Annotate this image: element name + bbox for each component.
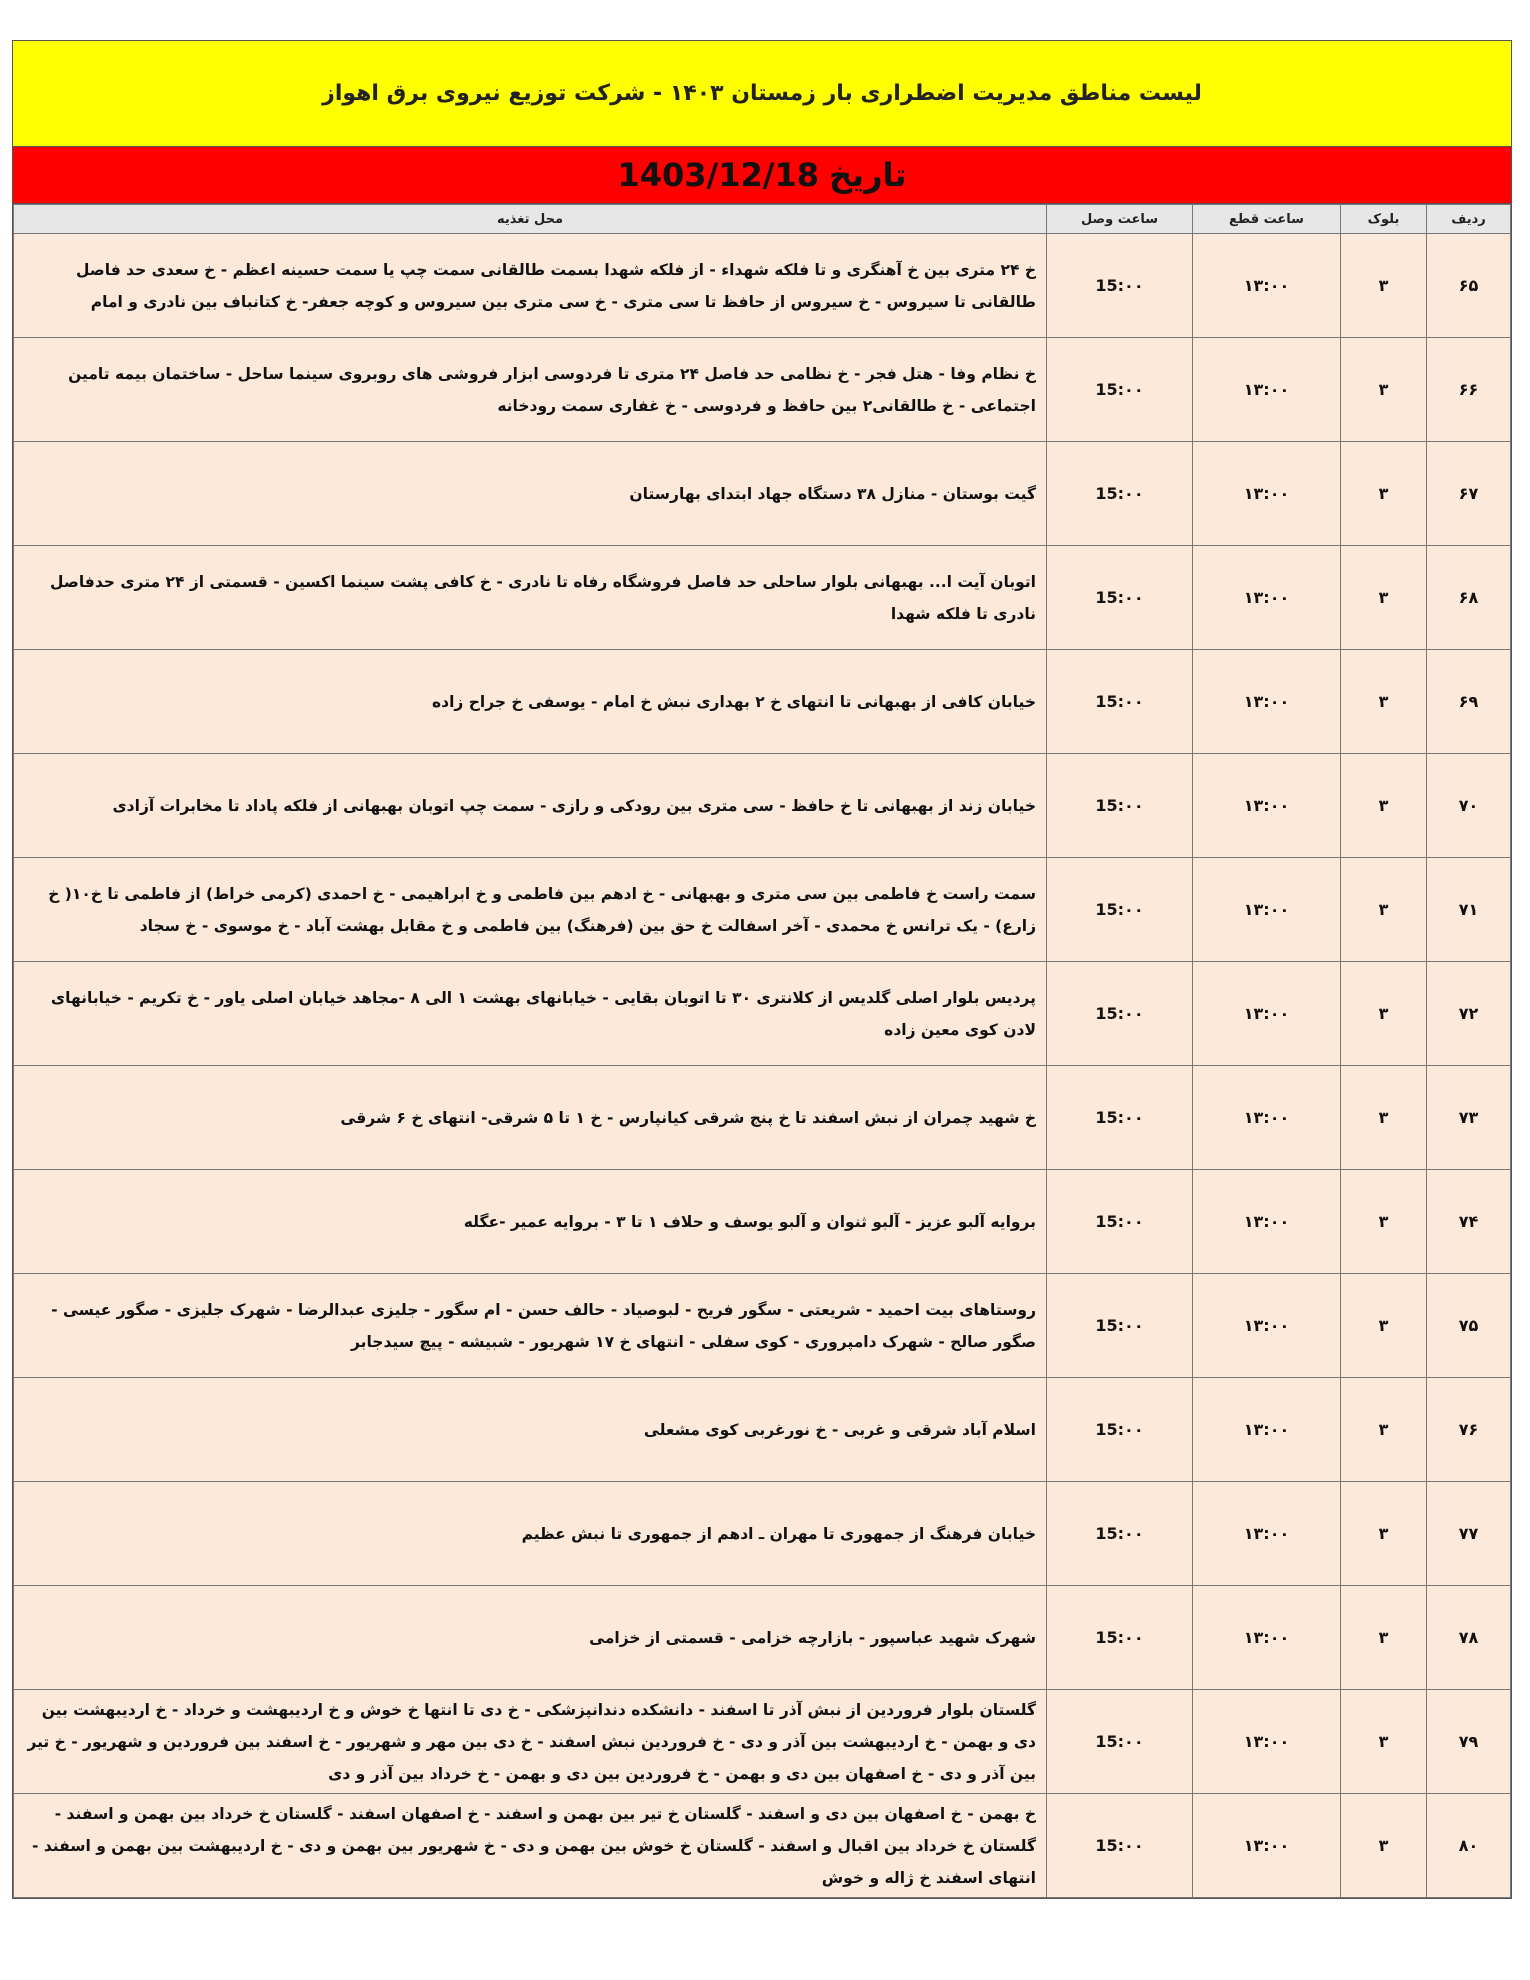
table-row xyxy=(14,234,1511,338)
block-cell: ۳ xyxy=(1341,1170,1427,1274)
row-number-cell: ۷۰ xyxy=(1427,754,1511,858)
connect-time-cell: 15:۰۰ xyxy=(1047,1274,1193,1378)
location-cell: بروایه آلبو عزیز - آلبو ثنوان و آلبو یوسف و حلاف ۱ تا ۳ - بروایه عمیر -عگله xyxy=(14,1170,1047,1274)
date-label: تاریخ xyxy=(828,156,907,194)
table-row xyxy=(14,1066,1511,1170)
table-row xyxy=(14,546,1511,650)
date-banner xyxy=(13,147,1511,204)
location-cell: خ نظام وفا - هتل فجر - خ نظامی حد فاصل ۲۴ متری تا فردوسی ابزار فروشی های روبروی سینما ساحل - ساختمان بیمه تامین اجتماعی - خ طالقانی۲ بین حافظ و فردوسی - خ غفاری سمت رودخانه xyxy=(14,338,1047,442)
page-title: لیست مناطق مدیریت اضطراری بار زمستان ۱۴۰۳ - شرکت توزیع نیروی برق اهواز xyxy=(13,41,1511,147)
table-row xyxy=(14,442,1511,546)
block-cell: ۳ xyxy=(1341,962,1427,1066)
table-row xyxy=(14,1378,1511,1482)
connect-time-cell: 15:۰۰ xyxy=(1047,1794,1193,1898)
cut-time-cell: ۱۳:۰۰ xyxy=(1193,1586,1341,1690)
column-header-location: محل تغذیه xyxy=(14,205,1047,234)
location-cell: خیابان زند از بهبهانی تا خ حافظ - سی متری بین رودکی و رازی - سمت چپ اتوبان بهبهانی از فلکه پاداد تا مخابرات آزادی xyxy=(14,754,1047,858)
connect-time-cell: 15:۰۰ xyxy=(1047,754,1193,858)
row-number-cell: ۸۰ xyxy=(1427,1794,1511,1898)
block-cell: ۳ xyxy=(1341,754,1427,858)
connect-time-cell: 15:۰۰ xyxy=(1047,1586,1193,1690)
row-number-cell: ۶۷ xyxy=(1427,442,1511,546)
location-cell: پردیس بلوار اصلی گلدیس از کلانتری ۳۰ تا اتوبان بقایی - خیابانهای بهشت ۱ الی ۸ -مجاهد خیابان اصلی یاور - خ تکریم - خیابانهای لادن کوی معین زاده xyxy=(14,962,1047,1066)
block-cell: ۳ xyxy=(1341,650,1427,754)
cut-time-cell: ۱۳:۰۰ xyxy=(1193,442,1341,546)
table-header-row xyxy=(14,205,1511,234)
cut-time-cell: ۱۳:۰۰ xyxy=(1193,962,1341,1066)
connect-time-cell: 15:۰۰ xyxy=(1047,650,1193,754)
row-number-cell: ۷۴ xyxy=(1427,1170,1511,1274)
table-row xyxy=(14,1482,1511,1586)
location-cell: خ بهمن - خ اصفهان بین دی و اسفند - گلستان خ تیر بین بهمن و اسفند - خ اصفهان اسفند - گلستان خ خرداد بین بهمن و اسفند - گلستان خ خرداد بین اقبال و اسفند - گلستان خ خوش بین بهمن و دی - خ شهریور بین بهمن و دی - خ اردیبهشت بین بهمن و اسفند - انتهای اسفند خ ژاله و خوش xyxy=(14,1794,1047,1898)
block-cell: ۳ xyxy=(1341,1690,1427,1794)
block-cell: ۳ xyxy=(1341,546,1427,650)
cut-time-cell: ۱۳:۰۰ xyxy=(1193,1170,1341,1274)
block-cell: ۳ xyxy=(1341,1794,1427,1898)
connect-time-cell: 15:۰۰ xyxy=(1047,1690,1193,1794)
location-cell: سمت راست خ فاطمی بین سی متری و بهبهانی - خ ادهم بین فاطمی و خ ابراهیمی - خ احمدی (کرمی خراط) از فاطمی تا خ۱۰( خ زارع) - یک ترانس خ محمدی - آخر اسفالت خ حق بین (فرهنگ) بین فاطمی و خ مقابل بهشت آباد - خ موسوی - خ سجاد xyxy=(14,858,1047,962)
table-row xyxy=(14,1586,1511,1690)
block-cell: ۳ xyxy=(1341,1378,1427,1482)
location-cell: خ شهید چمران از نبش اسفند تا خ پنج شرقی کیانپارس - خ ۱ تا ۵ شرقی- انتهای خ ۶ شرقی xyxy=(14,1066,1047,1170)
outage-table xyxy=(13,204,1511,1898)
block-cell: ۳ xyxy=(1341,234,1427,338)
cut-time-cell: ۱۳:۰۰ xyxy=(1193,754,1341,858)
connect-time-cell: 15:۰۰ xyxy=(1047,962,1193,1066)
connect-time-cell: 15:۰۰ xyxy=(1047,546,1193,650)
connect-time-cell: 15:۰۰ xyxy=(1047,858,1193,962)
location-cell: روستاهای بیت احمید - شریعتی - سگور فریح - لبوصیاد - حالف حسن - ام سگور - جلیزی عبدالرضا - شهرک جلیزی - صگور عیسی - صگور صالح - شهرک دامپروری - کوی سفلی - انتهای خ ۱۷ شهریور - شبیشه - پیچ سیدجابر xyxy=(14,1274,1047,1378)
connect-time-cell: 15:۰۰ xyxy=(1047,1482,1193,1586)
cut-time-cell: ۱۳:۰۰ xyxy=(1193,1794,1341,1898)
cut-time-cell: ۱۳:۰۰ xyxy=(1193,338,1341,442)
cut-time-cell: ۱۳:۰۰ xyxy=(1193,1482,1341,1586)
column-header-connect-time: ساعت وصل xyxy=(1047,205,1193,234)
location-cell: اسلام آباد شرقی و غربی - خ نورغربی کوی مشعلی xyxy=(14,1378,1047,1482)
connect-time-cell: 15:۰۰ xyxy=(1047,234,1193,338)
row-number-cell: ۶۹ xyxy=(1427,650,1511,754)
block-cell: ۳ xyxy=(1341,858,1427,962)
table-row xyxy=(14,754,1511,858)
connect-time-cell: 15:۰۰ xyxy=(1047,338,1193,442)
location-cell: خ ۲۴ متری بین خ آهنگری و تا فلکه شهداء - از فلکه شهدا بسمت طالقانی سمت چپ یا سمت حسینه اعظم - خ سعدی حد فاصل طالقانی تا سیروس - خ سیروس از حافظ تا سی متری - خ سی متری بین سیروس و کوچه جعفر- خ کتانباف بین نادری و امام xyxy=(14,234,1047,338)
location-cell: گلستان بلوار فروردین از نبش آذر تا اسفند - دانشکده دندانپزشکی - خ دی تا انتها خ خوش و خ اردیبهشت و خرداد - خ اردیبهشت بین دی و بهمن - خ اردیبهشت بین آذر و دی - خ فروردین نبش اسفند - خ دی بین مهر و شهریور - خ اسفند بین فروردین و شهریور - خ تیر بین آذر و دی - خ اصفهان بین دی و بهمن - خ فروردین بین دی و بهمن - خ خرداد بین آذر و دی xyxy=(14,1690,1047,1794)
cut-time-cell: ۱۳:۰۰ xyxy=(1193,1066,1341,1170)
cut-time-cell: ۱۳:۰۰ xyxy=(1193,234,1341,338)
block-cell: ۳ xyxy=(1341,442,1427,546)
row-number-cell: ۶۶ xyxy=(1427,338,1511,442)
outage-schedule-sheet xyxy=(12,40,1512,1899)
table-row xyxy=(14,1170,1511,1274)
row-number-cell: ۷۵ xyxy=(1427,1274,1511,1378)
cut-time-cell: ۱۳:۰۰ xyxy=(1193,1274,1341,1378)
table-row xyxy=(14,858,1511,962)
table-row xyxy=(14,1794,1511,1898)
row-number-cell: ۷۶ xyxy=(1427,1378,1511,1482)
connect-time-cell: 15:۰۰ xyxy=(1047,1378,1193,1482)
cut-time-cell: ۱۳:۰۰ xyxy=(1193,1690,1341,1794)
column-header-cut-time: ساعت قطع xyxy=(1193,205,1341,234)
location-cell: گیت بوستان - منازل ۳۸ دستگاه جهاد ابتدای بهارستان xyxy=(14,442,1047,546)
location-cell: خیابان فرهنگ از جمهوری تا مهران ـ ادهم از جمهوری تا نبش عظیم xyxy=(14,1482,1047,1586)
connect-time-cell: 15:۰۰ xyxy=(1047,1066,1193,1170)
row-number-cell: ۶۵ xyxy=(1427,234,1511,338)
table-row xyxy=(14,650,1511,754)
connect-time-cell: 15:۰۰ xyxy=(1047,1170,1193,1274)
column-header-block: بلوک xyxy=(1341,205,1427,234)
date-value: 1403/12/18 xyxy=(617,156,819,194)
row-number-cell: ۷۱ xyxy=(1427,858,1511,962)
block-cell: ۳ xyxy=(1341,1586,1427,1690)
row-number-cell: ۷۲ xyxy=(1427,962,1511,1066)
cut-time-cell: ۱۳:۰۰ xyxy=(1193,858,1341,962)
row-number-cell: ۷۷ xyxy=(1427,1482,1511,1586)
row-number-cell: ۷۳ xyxy=(1427,1066,1511,1170)
table-row xyxy=(14,1274,1511,1378)
cut-time-cell: ۱۳:۰۰ xyxy=(1193,1378,1341,1482)
block-cell: ۳ xyxy=(1341,1482,1427,1586)
table-row xyxy=(14,1690,1511,1794)
location-cell: شهرک شهید عباسپور - بازارچه خزامی - قسمتی از خزامی xyxy=(14,1586,1047,1690)
cut-time-cell: ۱۳:۰۰ xyxy=(1193,650,1341,754)
table-row xyxy=(14,962,1511,1066)
connect-time-cell: 15:۰۰ xyxy=(1047,442,1193,546)
row-number-cell: ۷۹ xyxy=(1427,1690,1511,1794)
row-number-cell: ۶۸ xyxy=(1427,546,1511,650)
column-header-row-number: ردیف xyxy=(1427,205,1511,234)
cut-time-cell: ۱۳:۰۰ xyxy=(1193,546,1341,650)
block-cell: ۳ xyxy=(1341,1066,1427,1170)
row-number-cell: ۷۸ xyxy=(1427,1586,1511,1690)
table-row xyxy=(14,338,1511,442)
block-cell: ۳ xyxy=(1341,1274,1427,1378)
block-cell: ۳ xyxy=(1341,338,1427,442)
location-cell: خیابان کافی از بهبهانی تا انتهای خ ۲ بهداری نبش خ امام - یوسفی خ جراح زاده xyxy=(14,650,1047,754)
location-cell: اتوبان آیت ا... بهبهانی بلوار ساحلی حد فاصل فروشگاه رفاه تا نادری - خ کافی پشت سینما اکسین - قسمتی از ۲۴ متری حدفاصل نادری تا فلکه شهدا xyxy=(14,546,1047,650)
